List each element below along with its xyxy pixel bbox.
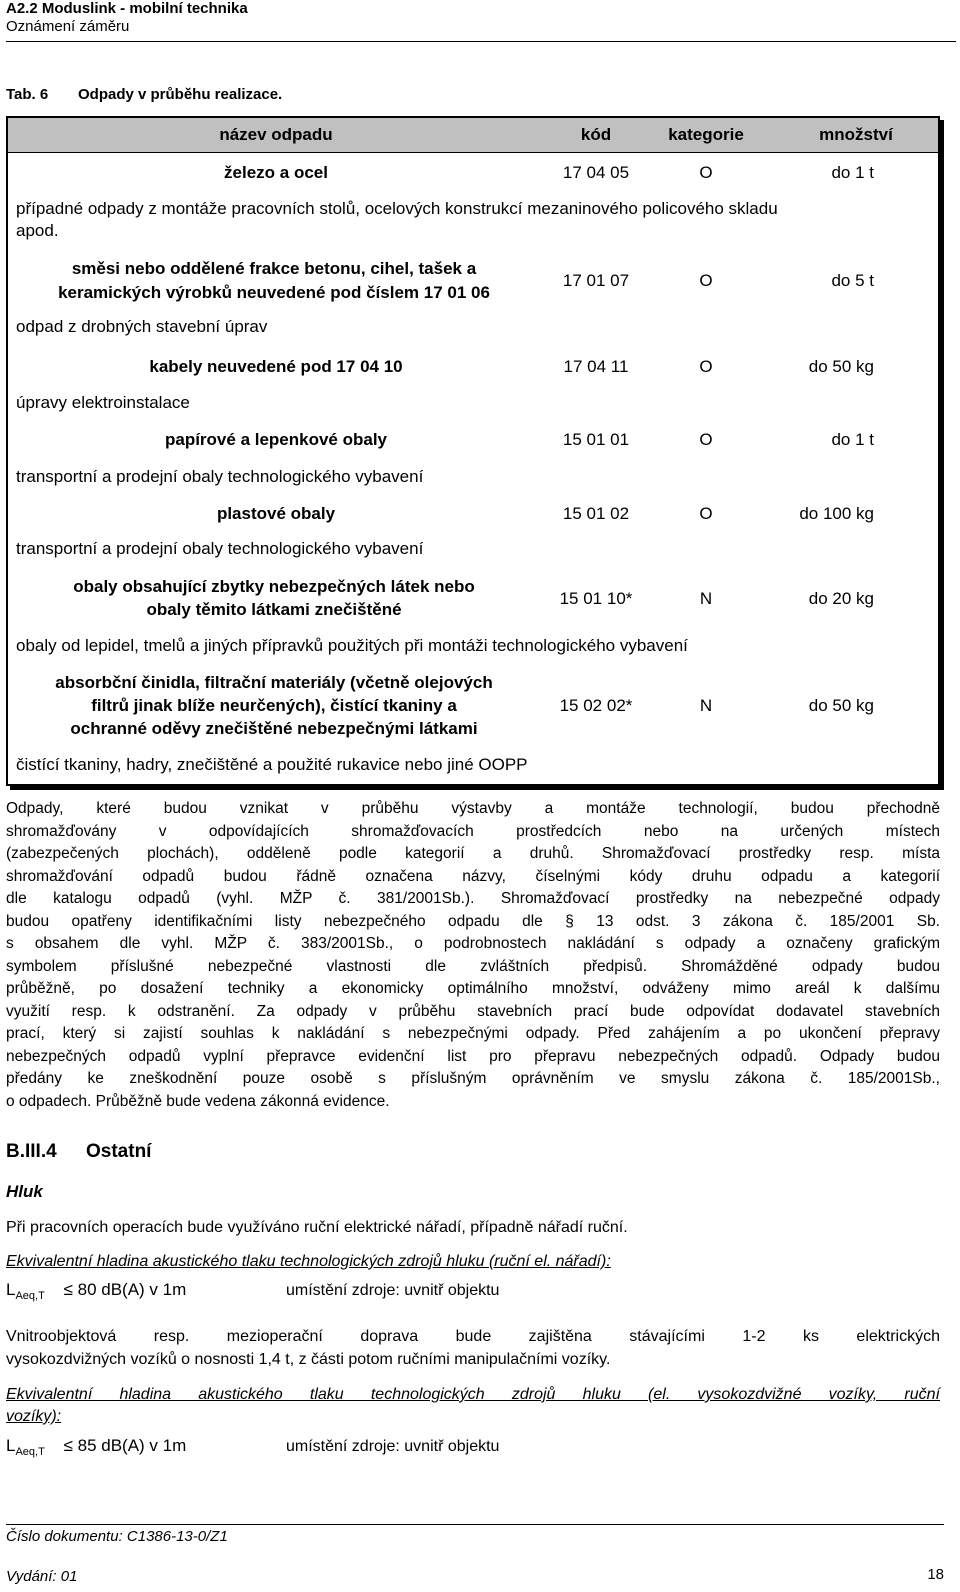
eq2-title: Ekvivalentní hladina akustického tlaku technologických zdrojů hluku (el. vysokozdvižné vozíky, ruční (6, 1386, 940, 1403)
section-number: B.III.4 (6, 1141, 57, 1162)
table-row-name: kabely neuvedené pod 17 04 10 (149, 357, 403, 376)
table-row-code: 17 04 11 (563, 357, 629, 376)
waste-paragraph (6, 798, 940, 1113)
eq1-level: $L_{Aeq,T} \le 80$ dB(A) v 1m (6, 1280, 187, 1302)
paragraph-line: průběžně, po dosažení techniky a ekonomicky optimálního množství, odváženy mimo areál k dalšímu (6, 980, 940, 997)
table-row-code: 15 02 02* (559, 696, 633, 715)
table-row-category: O (699, 430, 713, 449)
waste-table (6, 116, 944, 790)
table-row-code: 17 01 07 (562, 271, 630, 290)
table-row-name: obaly obsahující zbytky nebezpečných látek nebo (73, 577, 475, 596)
paragraph-line: předány ke zneškodnění pouze osobě s příslušným oprávněním ve smyslu zákona č. 185/2001Sb., (6, 1070, 940, 1087)
table-row-code: 17 04 05 (562, 163, 630, 182)
table-row-quantity: do 20 kg (808, 589, 874, 608)
table-row-note: transportní a prodejní obaly technologického vybavení (16, 539, 424, 558)
eq2-level: $L_{Aeq,T} \le 85$ dB(A) v 1m (6, 1436, 187, 1458)
paragraph-line: prací, který si zajistí souhlas k nakládání s nebezpečnými odpady. Před zahájením a po ukončení přepravy (6, 1025, 940, 1042)
table-row-name: železo a ocel (224, 163, 328, 182)
table-row-name: papírové a lepenkové obaly (164, 430, 388, 449)
col-header-quantity: množství (819, 125, 893, 144)
table-row-quantity: do 1 t (831, 163, 874, 182)
table-row-quantity: do 100 kg (799, 504, 874, 523)
table-row-note: transportní a prodejní obaly technologického vybavení (16, 467, 424, 486)
footer-divider (6, 1524, 944, 1525)
paragraph-line: s obsahem dle vyhl. MŽP č. 383/2001Sb., o podrobnostech nakládání s odpady a označeny grafickým (6, 935, 940, 952)
table-row-note: případné odpady z montáže pracovních stolů, ocelových konstrukcí mezaninového policového skladu (16, 199, 778, 218)
table-row-category: O (699, 271, 713, 290)
table-row-quantity: do 1 t (831, 430, 874, 449)
col-header-name: název odpadu (219, 125, 333, 144)
table-row-name: keramických výrobků neuvedené pod číslem 17 01 06 (58, 283, 490, 302)
table-row-name: ochranné oděvy znečištěné nebezpečnými látkami (70, 719, 478, 738)
document-subtitle: Oznámení záměru (6, 18, 130, 35)
table-row-category: N (699, 589, 713, 608)
hluk-text: Při pracovních operacích bude využíváno ruční elektrické nářadí, případně nářadí ruční. (6, 1219, 628, 1236)
table-row-name: filtrů jinak blíže neurčených), čistící tkaniny a (91, 696, 457, 715)
paragraph-line: budou opatřeny identifikačními listy nebezpečného odpadu dle § 13 odst. 3 zákona č. 185/2001 Sb. (6, 912, 940, 930)
paragraph-line: Odpady, které budou vznikat v průběhu výstavby a montáže technologií, budou přechodně (6, 800, 940, 817)
paragraph-line: využití resp. k odstranění. Za odpady v průběhu stavebních prací bude odpovídat dodavatel stavebních (6, 1002, 940, 1020)
subsection-title: Hluk (6, 1182, 43, 1201)
col-header-code: kód (580, 125, 612, 144)
table-row-category: N (699, 696, 713, 715)
transport-text-line: vysokozdvižných vozíků o nosnosti 1,4 t, z části potom ručními manipulačními vozíky. (6, 1351, 611, 1368)
eq2-title-cont: vozíky): (6, 1408, 62, 1425)
table-row-note: obaly od lepidel, tmelů a jiných přípravků použitých při montáži technologického vybavení (16, 636, 688, 655)
paragraph-line: symbolem příslušné nebezpečné vlastnosti dle zvláštních předpisů. Shromážděné odpady budou (6, 957, 940, 975)
table-row-note: úpravy elektroinstalace (16, 393, 190, 412)
section-title: Ostatní (86, 1141, 152, 1162)
table-row-note: čistící tkaniny, hadry, znečištěné a použité rukavice nebo jiné OOPP (16, 755, 528, 774)
table-row-quantity: do 50 kg (808, 696, 874, 715)
table-caption-text: Odpady v průběhu realizace. (78, 86, 283, 103)
table-row-category: O (699, 357, 713, 376)
table-row-name: plastové obaly (216, 504, 336, 523)
transport-text-line: Vnitroobjektová resp. mezioperační doprava bude zajištěna stávajícími 1-2 ks elektrických (6, 1328, 940, 1345)
table-row-code: 15 01 10* (559, 589, 633, 608)
table-row-note: odpad z drobných stavební úprav (16, 317, 268, 336)
table-caption-label: Tab. 6 (6, 86, 49, 103)
eq2-location: umístění zdroje: uvnitř objektu (286, 1438, 500, 1455)
table-row-code: 15 01 01 (562, 430, 630, 449)
paragraph-line: o odpadech. Průběžně bude vedena zákonná evidence. (6, 1092, 390, 1110)
paragraph-line: (zabezpečených plochách), odděleně podle kategorií a druhů. Shromažďovací prostředky resp. místa (6, 845, 940, 862)
footer-issue: Vydání: 01 (6, 1568, 78, 1585)
col-header-category: kategorie (668, 125, 744, 144)
eq1-title: Ekvivalentní hladina akustického tlaku technologických zdrojů hluku (ruční el. nářadí): (6, 1253, 611, 1270)
table-row-name: absorbční činidla, filtrační materiály (včetně olejových (55, 673, 493, 692)
header-divider (6, 41, 956, 42)
table-row-category: O (699, 163, 713, 182)
page-number: 18 (927, 1566, 944, 1583)
document-title: A2.2 Moduslink - mobilní technika (6, 0, 248, 17)
table-row-code: 15 01 02 (562, 504, 630, 523)
table-row-note: apod. (16, 221, 59, 240)
table-row-category: O (699, 504, 713, 523)
footer-doc-number: Číslo dokumentu: C1386-13-0/Z1 (6, 1528, 228, 1545)
paragraph-line: nebezpečných odpadů vyplní přepravce evidenční list pro přepravu nebezpečných odpadů. Odpady budou (6, 1047, 940, 1065)
table-row-quantity: do 50 kg (808, 357, 874, 376)
paragraph-line: shromažďování odpadů budou řádně označena názvy, číselnými kódy druhu odpadu a kategorií (6, 867, 940, 885)
table-row-name: obaly těmito látkami znečištěné (146, 600, 402, 619)
paragraph-line: shromažďovány v odpovídajících shromažďovacích prostředcích nebo na určených místech (6, 822, 940, 840)
eq1-location: umístění zdroje: uvnitř objektu (286, 1282, 500, 1299)
table-row-name: směsi nebo oddělené frakce betonu, cihel, tašek a (71, 259, 477, 278)
table-row-quantity: do 5 t (831, 271, 874, 290)
paragraph-line: dle katalogu odpadů (vyhl. MŽP č. 381/2001Sb.). Shromažďovací prostředky na nebezpečné odpady (6, 890, 940, 907)
